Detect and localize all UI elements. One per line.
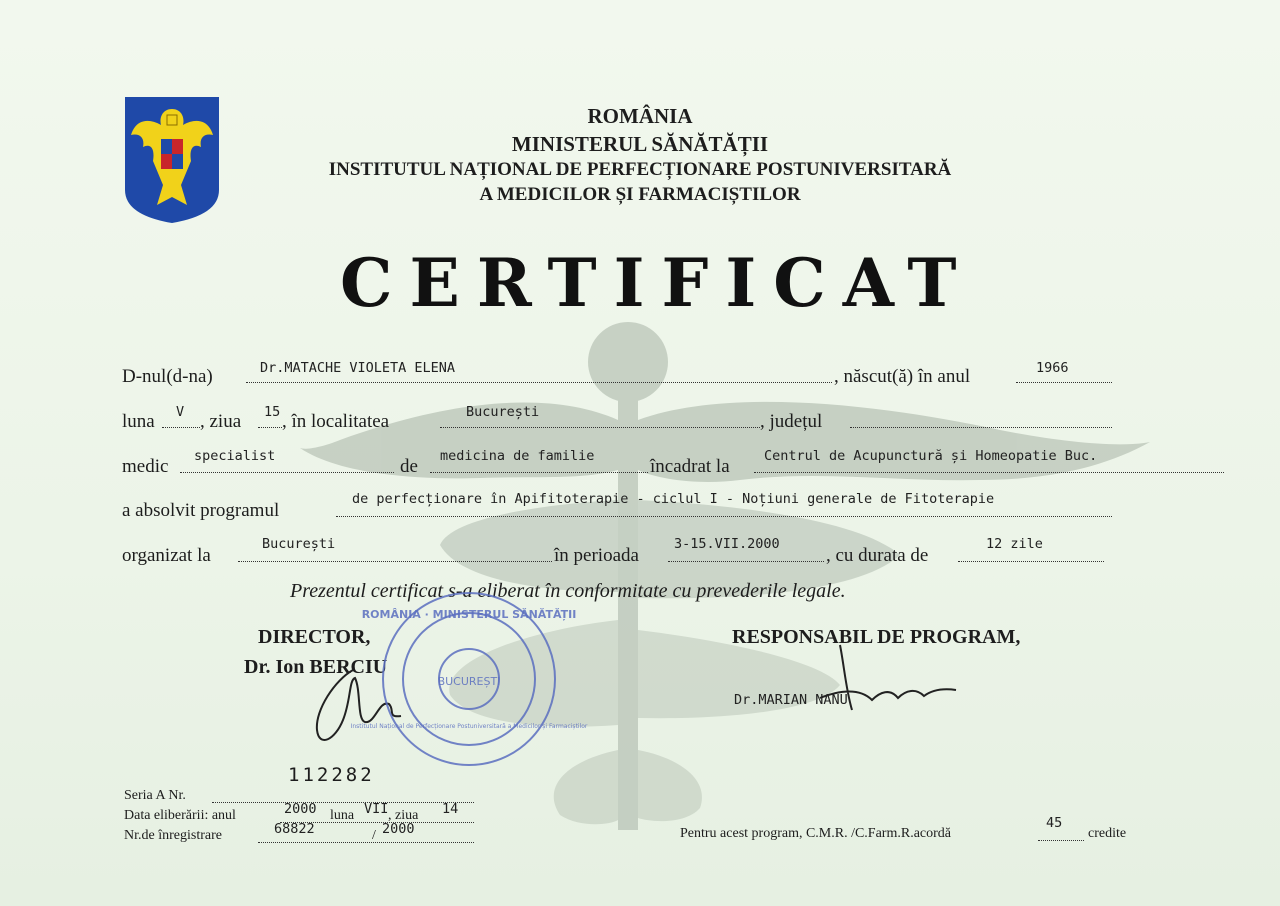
period-dots	[668, 561, 824, 562]
registration-dots	[258, 842, 474, 843]
label-medic: medic	[122, 456, 169, 477]
birth-locality: București	[466, 404, 540, 420]
responsible-name: Dr.MARIAN NANU	[734, 692, 848, 708]
credits-dots	[1038, 840, 1084, 841]
label-incadrat: încadrat la	[650, 456, 730, 477]
label-perioada: în perioada	[554, 545, 639, 566]
birth-day: 15	[264, 404, 281, 420]
label-credits-post: credite	[1088, 826, 1127, 841]
serial-number: 112282	[288, 764, 375, 786]
label-luna2: luna	[330, 808, 355, 823]
period: 3-15.VII.2000	[674, 536, 780, 552]
legal-statement: Prezentul certificat s-a eliberat în conformitate cu prevederile legale.	[290, 580, 846, 602]
certificate-page: ROMÂNIA MINISTERUL SĂNĂTĂȚII INSTITUTUL NAȚIONAL DE PERFECȚIONARE POSTUNIVERSITARĂ A MEDICILOR ȘI FARMACIȘTILOR CERTIFICAT D-nul(d-na) Dr.MATACHE VIOLETA ELENA , născut(ă) în anul 1966 luna V , ziua 15 , în localitatea București , județul medic specialist de medicina de familie încadrat la Centrul de Acupunctură și Homeopatie Buc. a absolvit programul de perfecționare în Apifitoterapie - ciclul I - Noțiuni generale de Fitoterapie organizat la București în perioada 3-15.VII.2000 , cu durata de 12 zile Prezentul certificat s-a eliberat în conformitate cu prevederile legale. DIRECTOR, Dr. Ion BERCIU RESPONSABIL DE PROGRAM, Dr.MARIAN NANU BUCUREȘTI ROMÂNIA · MINISTERUL SĂNĂTĂȚII Institutul Național de Perfecționare Postuniversitară a Medicilor și Farmaciștilor 112282 Seria A Nr. Data eliberării: anul 2000 luna VII , ziua 14 Nr.de înregistrare 68822 / 2000 Pentru acest program, C.M.R. /C.Farm.R.acordă 45 credite	[0, 0, 1280, 906]
label-credits-pre: Pentru acest program, C.M.R. /C.Farm.R.acordă	[680, 826, 952, 841]
label-born: , născut(ă) în anul	[834, 366, 971, 387]
organized-dots	[238, 561, 552, 562]
workplace-dots	[754, 472, 1224, 473]
birth-year: 1966	[1036, 360, 1069, 376]
program-dots	[336, 516, 1112, 517]
stamp-city: BUCUREȘTI	[437, 675, 501, 688]
label-nr-inreg: Nr.de înregistrare	[124, 828, 222, 843]
stamp-inner-text: Institutul Național de Perfecționare Postuniversitară a Medicilor și Farmaciștilor	[350, 723, 588, 730]
workplace: Centrul de Acupunctură și Homeopatie Buc.	[764, 448, 1098, 464]
label-absolvit: a absolvit programul	[122, 500, 280, 521]
issue-year: 2000	[284, 801, 317, 817]
header-institute-line2: A MEDICILOR ȘI FARMACIȘTILOR	[479, 184, 801, 205]
label-dl: D-nul(d-na)	[122, 366, 213, 387]
label-ziua: , ziua	[200, 411, 242, 432]
label-judetul: , județul	[760, 411, 823, 432]
registration-year: 2000	[382, 821, 415, 837]
official-stamp-icon	[350, 588, 588, 770]
stamp-outer-text: ROMÂNIA · MINISTERUL SĂNĂTĂȚII	[361, 608, 577, 621]
header-ministry: MINISTERUL SĂNĂTĂȚII	[511, 132, 769, 156]
label-ziua2: , ziua	[388, 808, 419, 823]
credits-value: 45	[1046, 815, 1063, 831]
year-dots	[1016, 382, 1112, 383]
day-dots	[258, 427, 282, 428]
label-organizat: organizat la	[122, 545, 211, 566]
label-seria: Seria A Nr.	[124, 788, 186, 803]
label-data-eliberarii: Data eliberării: anul	[124, 808, 236, 823]
director-title: DIRECTOR,	[258, 626, 371, 648]
holder-name: Dr.MATACHE VIOLETA ELENA	[260, 360, 456, 376]
issue-day: 14	[442, 801, 459, 817]
county-dots	[850, 427, 1112, 428]
serial-dots	[212, 802, 474, 803]
locality-dots	[440, 427, 760, 428]
header-institute: INSTITUTUL NAȚIONAL DE PERFECȚIONARE POSTUNIVERSITARĂ	[328, 159, 952, 180]
organized-at: București	[262, 536, 336, 552]
medic-specialty: medicina de familie	[440, 448, 595, 464]
label-de: de	[400, 456, 418, 477]
responsible-title: RESPONSABIL DE PROGRAM,	[732, 626, 1021, 648]
header-country: ROMÂNIA	[587, 104, 693, 128]
duration-dots	[958, 561, 1104, 562]
issue-month: VII	[364, 801, 389, 817]
duration: 12 zile	[986, 536, 1043, 552]
month-dots	[162, 427, 200, 428]
rank-dots	[180, 472, 394, 473]
birth-month: V	[176, 404, 185, 420]
specialty-dots	[430, 472, 648, 473]
label-luna: luna	[122, 411, 155, 432]
certificate-title: CERTIFICAT	[340, 244, 974, 322]
medic-rank: specialist	[194, 448, 276, 464]
label-localitatea: , în localitatea	[282, 411, 390, 432]
label-durata: , cu durata de	[826, 545, 929, 566]
registration-number: 68822	[274, 821, 315, 837]
director-name: Dr. Ion BERCIU	[244, 656, 388, 678]
program-name: de perfecționare în Apifitoterapie - ciclul I - Noțiuni generale de Fitoterapie	[352, 491, 995, 507]
name-dots	[246, 382, 832, 383]
